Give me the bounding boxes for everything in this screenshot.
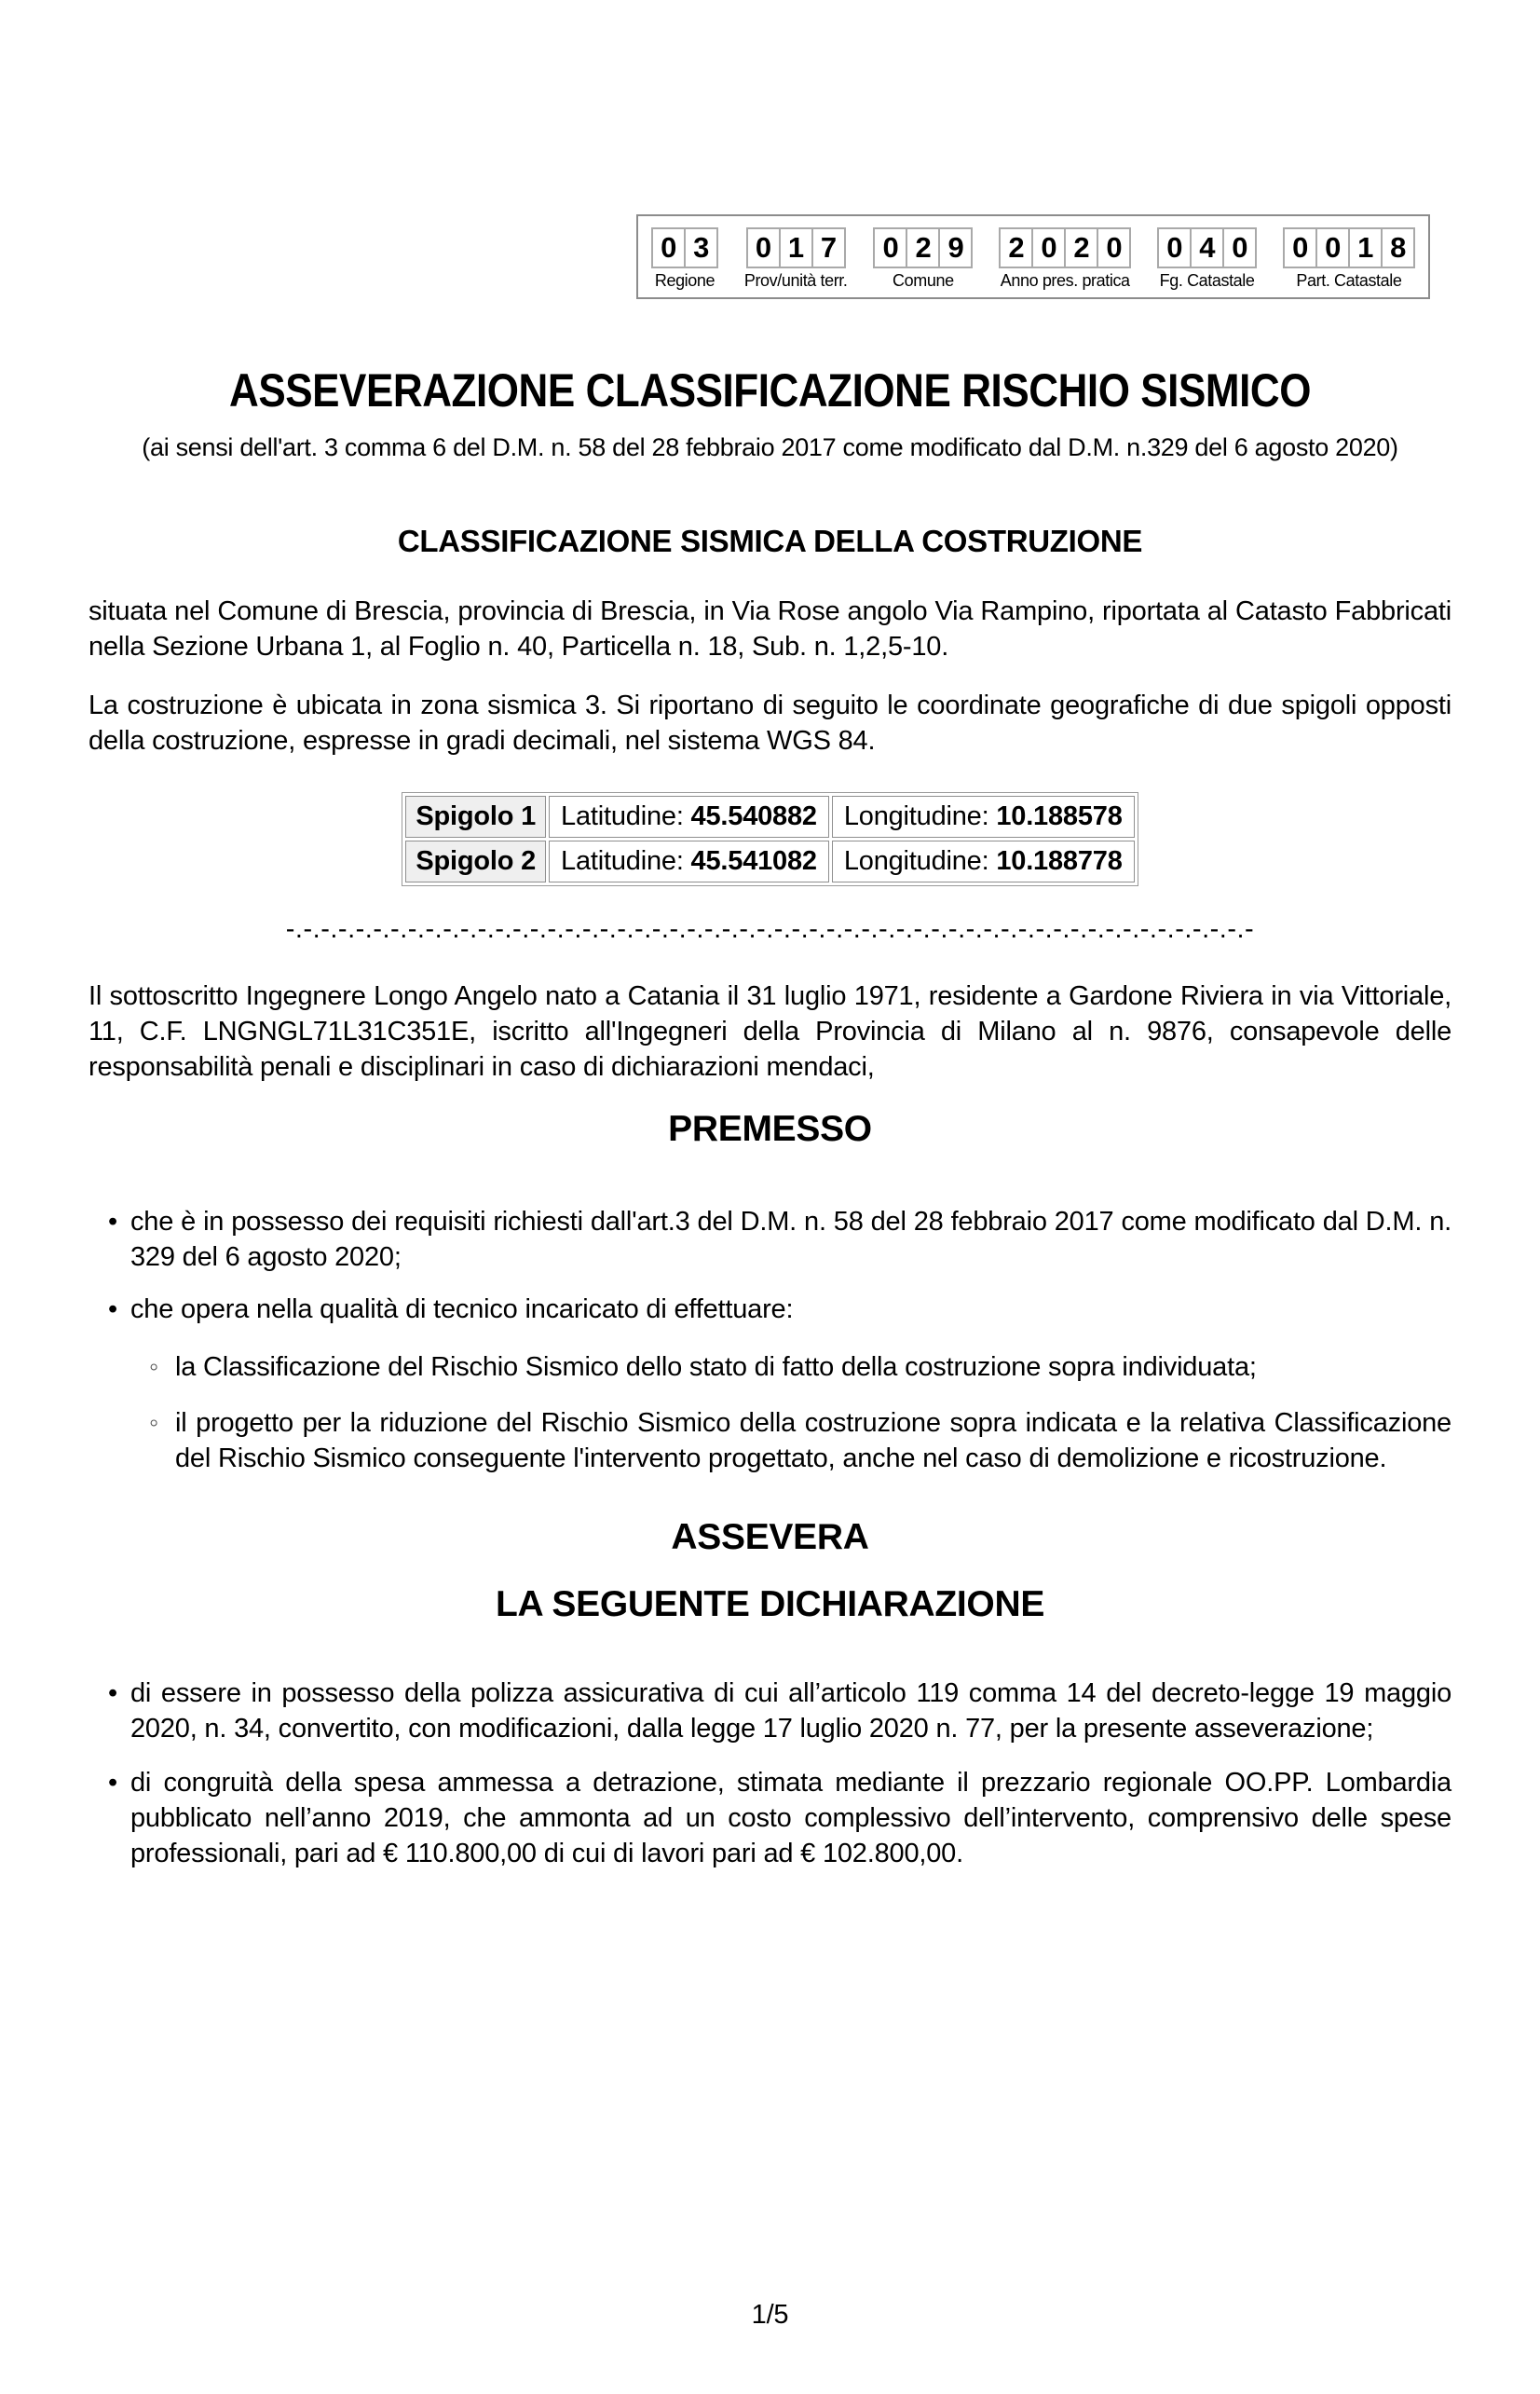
digit-cell: 3 xyxy=(684,227,718,268)
digit-cell: 0 xyxy=(746,227,781,268)
code-group-label: Anno pres. pratica xyxy=(1000,271,1130,290)
digit-cell: 0 xyxy=(873,227,907,268)
code-group-comune xyxy=(873,227,973,291)
paragraph-declarant: Il sottoscritto Ingegnere Longo Angelo nato a Catania il 31 luglio 1971, residente a Gardone Riviera in via Vittoriale, 11, C.F. LNGNGL71L31C351E, iscritto all'Ingegneri della Provincia di Milano al n. 9876, consapevole delle responsabilità penali e disciplinari in caso di dichiarazioni mendaci, xyxy=(89,981,1451,1082)
bullet-icon: • xyxy=(108,1207,117,1237)
bullet-icon: • xyxy=(108,1768,117,1798)
digit-cell: 0 xyxy=(1097,227,1131,268)
digit-cell: 0 xyxy=(1157,227,1192,268)
bullet-icon: • xyxy=(108,1294,117,1324)
digit-cells xyxy=(1157,227,1257,268)
page-subtitle: (ai sensi dell'art. 3 comma 6 del D.M. n. 58 del 28 febbraio 2017 come modificato dal D.M. n.329 del 6 agosto 2020) xyxy=(142,433,1398,461)
digit-cells xyxy=(999,227,1131,268)
sub-list-item xyxy=(89,1349,1451,1385)
longitude-cell xyxy=(832,796,1135,838)
catastal-code-box xyxy=(636,214,1430,299)
list-item xyxy=(89,1292,1451,1327)
heading-assevera: ASSEVERA xyxy=(671,1517,869,1557)
digit-cell: 0 xyxy=(1283,227,1317,268)
table-row xyxy=(405,796,1134,838)
digit-cells xyxy=(746,227,846,268)
digit-cell: 1 xyxy=(1348,227,1383,268)
code-groups xyxy=(651,227,1415,291)
digit-cell: 0 xyxy=(651,227,686,268)
digit-cell: 8 xyxy=(1381,227,1415,268)
digit-cell: 4 xyxy=(1190,227,1224,268)
sub-list-item xyxy=(89,1405,1451,1476)
code-group-prov xyxy=(744,227,848,291)
longitude-value: 10.188578 xyxy=(996,801,1123,831)
coordinates-table xyxy=(402,792,1138,886)
page-number: 1/5 xyxy=(751,2300,789,2330)
longitude-value: 10.188778 xyxy=(996,846,1123,876)
code-group-label: Prov/unità terr. xyxy=(743,271,848,290)
code-group-label: Comune xyxy=(893,271,954,290)
digit-cell: 0 xyxy=(1222,227,1257,268)
bullet-text: di essere in possesso della polizza assicurativa di cui all’articolo 119 comma 14 del decreto-legge 19 maggio 2020, n. 34, convertito, con modificazioni, dalla legge 17 luglio 2020 n. 77, per la presente asseverazione; xyxy=(130,1678,1451,1744)
longitude-label: Longitudine: xyxy=(843,846,997,876)
digit-cell: 2 xyxy=(1064,227,1098,268)
list-item xyxy=(89,1676,1451,1746)
code-group-particella xyxy=(1283,227,1415,291)
heading-premesso: PREMESSO xyxy=(668,1109,872,1149)
bullet-text: che è in possesso dei requisiti richiesti dall'art.3 del D.M. n. 58 del 28 febbraio 2017 come modificato dal D.M. n. 329 del 6 agosto 2020; xyxy=(130,1207,1451,1272)
latitude-cell xyxy=(549,841,829,882)
latitude-label: Latitudine: xyxy=(561,801,691,831)
digit-cell: 1 xyxy=(779,227,813,268)
code-group-anno xyxy=(999,227,1131,291)
digit-cell: 0 xyxy=(1031,227,1066,268)
paragraph-seismic-zone: La costruzione è ubicata in zona sismica 3. Si riportano di seguito le coordinate geografiche di due spigoli opposti della costruzione, espresse in gradi decimali, nel sistema WGS 84. xyxy=(89,691,1451,756)
code-group-label: Part. Catastale xyxy=(1296,271,1402,290)
digit-cell: 2 xyxy=(906,227,940,268)
bullet-text: il progetto per la riduzione del Rischio Sismico della costruzione sopra indicata e la relativa Classificazione del Rischio Sismico conseguente l'intervento progettato, anche nel caso di demolizione e ricostruzione. xyxy=(175,1408,1451,1473)
longitude-cell xyxy=(832,841,1135,882)
bullet-text: di congruità della spesa ammessa a detrazione, stimata mediante il prezzario regionale OO.PP. Lombardia pubblicato nell’anno 2019, che ammonta ad un costo complessivo dell’intervento, comprensivo delle spese professionali, pari ad € 110.800,00 di cui di lavori pari ad € 102.800,00. xyxy=(130,1768,1451,1868)
digit-cells xyxy=(651,227,718,268)
bullet-icon: • xyxy=(108,1678,117,1708)
digit-cell: 0 xyxy=(1315,227,1350,268)
code-group-foglio xyxy=(1157,227,1257,291)
longitude-label: Longitudine: xyxy=(843,801,997,831)
page-title: ASSEVERAZIONE CLASSIFICAZIONE RISCHIO SISMICO xyxy=(229,364,1311,417)
latitude-cell xyxy=(549,796,829,838)
latitude-label: Latitudine: xyxy=(561,846,691,876)
digit-cells xyxy=(873,227,973,268)
dashed-separator: -.-.-.-.-.-.-.-.-.-.-.-.-.-.-.-.-.-.-.-.-.-.-.-.-.-.-.-.-.-.-.-.-.-.-.-.-.-.-.-.-.-.-.-.-.-.-.-.-.-.-.-.-.-.-.- xyxy=(285,914,1255,944)
digit-cell: 7 xyxy=(811,227,846,268)
latitude-value: 45.541082 xyxy=(690,846,817,876)
heading-dichiarazione: LA SEGUENTE DICHIARAZIONE xyxy=(495,1584,1045,1624)
latitude-value: 45.540882 xyxy=(690,801,817,831)
list-item xyxy=(89,1204,1451,1275)
digit-cell: 2 xyxy=(999,227,1033,268)
corner-name-cell: Spigolo 1 xyxy=(405,796,546,838)
circle-bullet-icon: ◦ xyxy=(149,1352,159,1382)
list-item xyxy=(89,1765,1451,1871)
digit-cells xyxy=(1283,227,1415,268)
bullet-text: la Classificazione del Rischio Sismico dello stato di fatto della costruzione sopra individuata; xyxy=(175,1352,1257,1382)
document-page xyxy=(0,214,1540,2394)
digit-cell: 9 xyxy=(938,227,973,268)
bullet-text: che opera nella qualità di tecnico incaricato di effettuare: xyxy=(130,1294,794,1324)
section-heading-classificazione: CLASSIFICAZIONE SISMICA DELLA COSTRUZIONE xyxy=(397,524,1143,558)
code-group-regione xyxy=(651,227,718,291)
corner-name-cell: Spigolo 2 xyxy=(405,841,546,882)
code-group-label: Fg. Catastale xyxy=(1159,271,1255,290)
circle-bullet-icon: ◦ xyxy=(149,1408,159,1438)
paragraph-location: situata nel Comune di Brescia, provincia di Brescia, in Via Rose angolo Via Rampino, riportata al Catasto Fabbricati nella Sezione Urbana 1, al Foglio n. 40, Particella n. 18, Sub. n. 1,2,5-10. xyxy=(89,596,1451,662)
table-row xyxy=(405,841,1134,882)
code-group-label: Regione xyxy=(654,271,715,290)
